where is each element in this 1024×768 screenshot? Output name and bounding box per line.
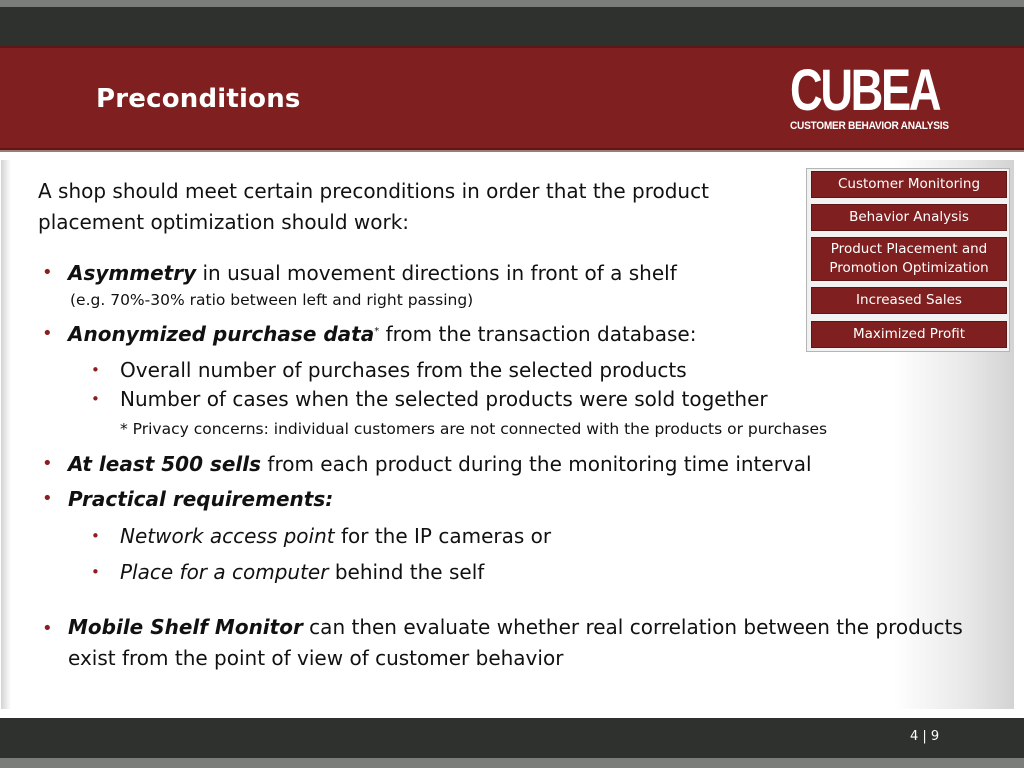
nav-item-customer-monitoring[interactable]: Customer Monitoring <box>811 171 1007 198</box>
sub-bullet-text: Overall number of purchases from the selected products <box>120 358 687 382</box>
sub-bullet-em: Place for a computer <box>120 560 329 584</box>
sub-bullet-cases <box>91 385 768 413</box>
intro-text: A shop should meet certain preconditions in order that the product placement optimization should work: <box>38 179 709 234</box>
nav-item-behavior-analysis[interactable]: Behavior Analysis <box>811 204 1007 231</box>
nav-item-increased-sales[interactable]: Increased Sales <box>811 287 1007 314</box>
header-shadow <box>0 148 1024 152</box>
bullet-dot: • <box>42 488 53 509</box>
bullet-dot: • <box>42 618 53 639</box>
bullet-dot: • <box>42 262 53 283</box>
sub-bullet-dot: • <box>91 563 100 581</box>
footer-band <box>0 718 1024 768</box>
cubea-logo <box>790 58 949 138</box>
sub-bullet-text: for the IP cameras or <box>334 524 552 548</box>
process-nav <box>806 168 1010 352</box>
bullet-key: Asymmetry <box>68 261 197 285</box>
bullet-text: from the transaction database: <box>379 322 697 346</box>
logo-wordmark: CUBEA <box>790 58 940 123</box>
nav-item-product-placement[interactable]: Product Placement and Promotion Optimization <box>811 237 1007 281</box>
bullet-text: in usual movement directions in front of a shelf <box>196 261 677 285</box>
top-bar <box>0 0 1024 46</box>
bullet-asymmetry <box>42 259 677 287</box>
bullet-monitor <box>42 612 998 674</box>
nav-item-maximized-profit[interactable]: Maximized Profit <box>811 321 1007 348</box>
bullet-anonymized <box>42 320 697 348</box>
bullet-key: Mobile Shelf Monitor <box>68 615 303 639</box>
bullet-text: from each product during the monitoring time interval <box>261 452 812 476</box>
bullet-dot: • <box>42 453 53 474</box>
bullet-dot: • <box>42 323 53 344</box>
sub-bullet-dot: • <box>91 390 100 408</box>
page-number: 4 | 9 <box>910 729 940 744</box>
sub-bullet-dot: • <box>91 527 100 545</box>
sub-bullet-purchases <box>91 356 687 384</box>
sub-bullet-text: Number of cases when the selected products were sold together <box>120 387 768 411</box>
privacy-footnote: * Privacy concerns: individual customers are not connected with the products or purchases <box>120 420 828 438</box>
page-title: Preconditions <box>96 84 301 114</box>
bullet-key: Anonymized purchase data <box>68 322 375 346</box>
sub-bullet-network <box>91 522 552 550</box>
sub-bullet-em: Network access point <box>120 524 335 548</box>
logo-tagline: CUSTOMER BEHAVIOR ANALYSIS <box>790 120 949 132</box>
sub-bullet-computer <box>91 558 485 586</box>
bullet-key: At least 500 sells <box>68 452 262 476</box>
bullet-key: Practical requirements: <box>68 487 334 511</box>
bullet-practical <box>42 485 334 513</box>
footnote-mark: * <box>374 326 380 337</box>
bullet-sells <box>42 450 812 478</box>
sub-bullet-dot: • <box>91 361 100 379</box>
asymmetry-example: (e.g. 70%-30% ratio between left and right passing) <box>70 291 474 309</box>
bullet-text: can then evaluate whether real correlation between the products exist from the point of view of customer behavior <box>68 615 963 670</box>
sub-bullet-text: behind the self <box>328 560 485 584</box>
